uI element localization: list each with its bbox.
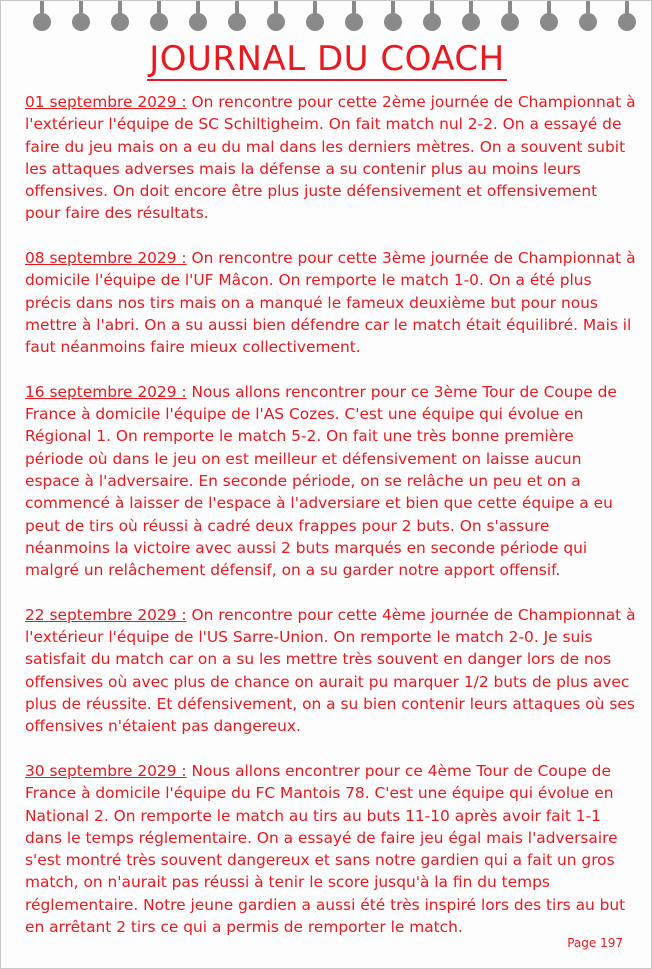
page-title bbox=[1, 39, 652, 79]
binder-ring bbox=[306, 13, 324, 31]
journal-entry bbox=[25, 91, 637, 225]
binder-ring bbox=[384, 13, 402, 31]
entry-date: 22 septembre 2029 : bbox=[25, 605, 187, 624]
journal-entry bbox=[25, 604, 637, 738]
entry-text: On rencontre pour cette 4ème journée de Championnat à l'extérieur l'équipe de l'US Sarre-Union. On remporte le match 2-0. Je suis satisfait du match car on a su les mettre très souvent en danger lors de nos offensives où avec plus de chance on aurait pu marquer 1/2 buts de plus avec plus de réussite. Et défensivement, on a su bien contenir leurs attaques où ses offensives n'étaient pas dangereux. bbox=[25, 605, 636, 736]
binder-ring bbox=[111, 13, 129, 31]
page-number: Page 197 bbox=[567, 936, 623, 950]
journal-entry bbox=[25, 760, 637, 938]
entry-date: 08 septembre 2029 : bbox=[25, 249, 187, 268]
journal-entry bbox=[25, 247, 637, 358]
journal-entry bbox=[25, 381, 637, 582]
entry-date: 30 septembre 2029 : bbox=[25, 761, 187, 780]
page-title-text: JOURNAL DU COACH bbox=[149, 39, 505, 79]
entry-date: 16 septembre 2029 : bbox=[25, 382, 187, 401]
entry-text: On rencontre pour cette 3ème journée de Championnat à domicile l'équipe de l'UF Mâcon. On remporte le match 1-0. On a été plus précis dans nos tirs mais on a manqué le fameux deuxième but pour nous mettre à l'abri. On a su aussi bien défendre car le match était équilibré. Mais il faut néanmoins faire mieux collectivement. bbox=[25, 249, 636, 357]
entry-date: 01 septembre 2029 : bbox=[25, 93, 187, 111]
binder-ring bbox=[72, 13, 90, 31]
binder-ring bbox=[267, 13, 285, 31]
entry-text: On rencontre pour cette 2ème journée de Championnat à l'extérieur l'équipe de SC Schiltigheim. On fait match nul 2-2. On a essayé de faire du jeu mais on a eu du mal dans les derniers mètres. On a souvent subit les attaques adverses mais la défense a su contenir plus au moins leurs offensives. On doit encore être plus juste défensivement et offensivement pour faire des résultats. bbox=[25, 93, 636, 223]
entry-text: Nous allons encontrer pour ce 4ème Tour de Coupe de France à domicile l'équipe du FC Mantois 78. C'est une équipe qui évolue en National 2. On remporte le match au tirs au buts 11-10 après avoir fait 1-1 dans le temps réglementaire. On a essayé de faire jeu égal mais l'adversaire s'est montré très souvent dangereux et sans notre gardien qui a fait un gros match, on n'aurait pas réussi à tenir le score jusqu'à la fin du temps réglementaire. Notre jeune gardien a aussi été très inspiré lors des tirs au but en arrêtant 2 tirs ce qui a permis de remporter le match. bbox=[25, 761, 626, 936]
binder-ring bbox=[501, 13, 519, 31]
binder-ring bbox=[228, 13, 246, 31]
binder-ring bbox=[540, 13, 558, 31]
binder-ring bbox=[150, 13, 168, 31]
binder-ring bbox=[462, 13, 480, 31]
binder-ring bbox=[189, 13, 207, 31]
journal-entries bbox=[25, 91, 637, 961]
binder-ring bbox=[618, 13, 636, 31]
entry-text: Nous allons rencontrer pour ce 3ème Tour de Coupe de France à domicile l'équipe de l'AS Cozes. C'est une équipe qui évolue en Régional 1. On remporte le match 5-2. On fait une très bonne première période où dans le jeu on est meilleur et défensivement on laisse aucun espace à l'adversaire. En seconde période, on se relâche un peu et on a commencé à laisser de l'espace à l'adversiare et bien que cette équipe a eu peut de tirs où réussi à cadré deux frappes pour 2 buts. On s'assure néanmoins la victoire avec aussi 2 buts marqués en seconde période qui malgré un relâchement défensif, on a su garder notre apport offensif. bbox=[25, 382, 617, 580]
binder-ring bbox=[33, 13, 51, 31]
binder-ring bbox=[423, 13, 441, 31]
binder-ring bbox=[579, 13, 597, 31]
binder-ring bbox=[345, 13, 363, 31]
